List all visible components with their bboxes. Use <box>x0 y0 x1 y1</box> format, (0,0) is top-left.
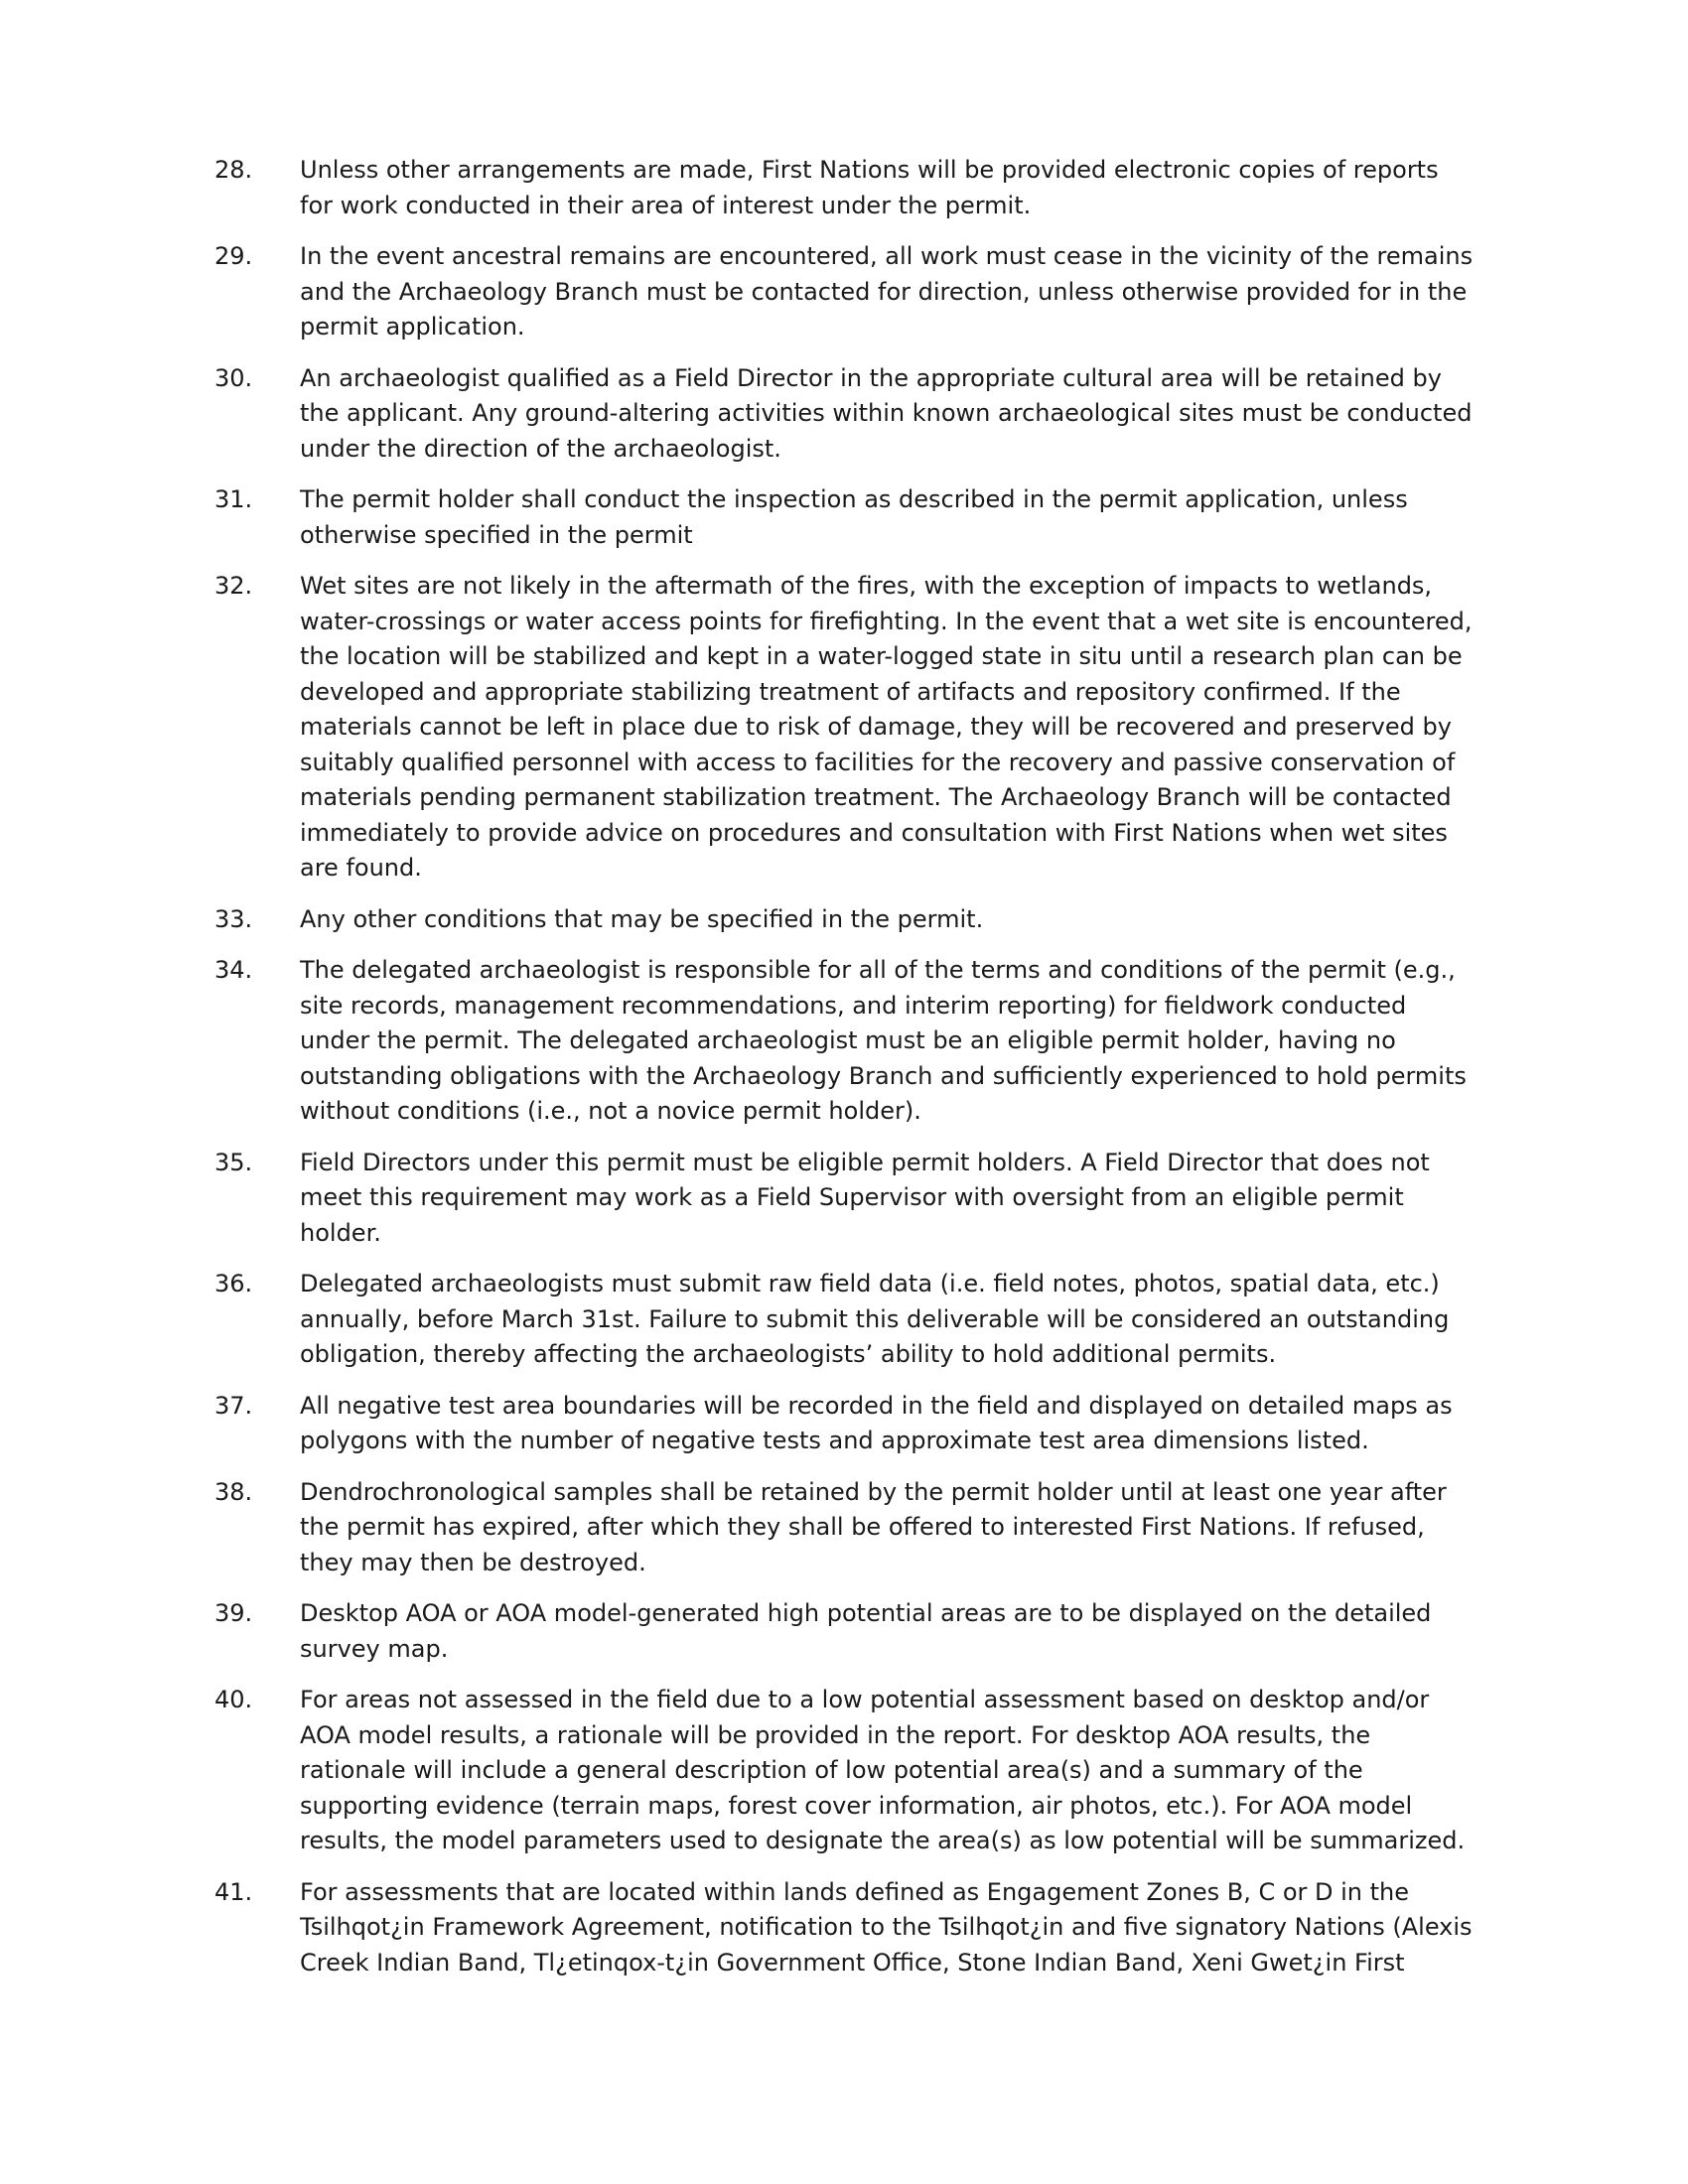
condition-40 <box>214 1683 1474 1859</box>
condition-29 <box>214 239 1474 345</box>
condition-text: Delegated archaeologists must submit raw field data (i.e. field notes, photos, spatial data, etc.) annually, before March 31st. Failure to submit this deliverable will be considered an outstanding obligation, thereby affecting the archaeologists’ ability to hold additional permits. <box>300 1270 1450 1368</box>
permit-conditions-list <box>214 153 1474 1996</box>
condition-text: Dendrochronological samples shall be retained by the permit holder until at least one year after the permit has expired, after which they shall be offered to interested First Nations. If refused, they may then be destroyed. <box>300 1477 1447 1576</box>
condition-number: 29. <box>214 242 253 270</box>
condition-number: 38. <box>214 1477 253 1506</box>
condition-number: 39. <box>214 1599 253 1627</box>
condition-30 <box>214 361 1474 468</box>
condition-38 <box>214 1475 1474 1581</box>
condition-28 <box>214 153 1474 223</box>
condition-34 <box>214 953 1474 1130</box>
condition-number: 34. <box>214 956 253 984</box>
condition-32 <box>214 569 1474 887</box>
condition-text: Any other conditions that may be specified in the permit. <box>300 904 984 933</box>
condition-number: 28. <box>214 156 253 184</box>
condition-text: In the event ancestral remains are encountered, all work must cease in the vicinity of the remains and the Archaeology Branch must be contacted for direction, unless otherwise provided for in the permit application. <box>300 242 1474 341</box>
condition-number: 37. <box>214 1391 253 1420</box>
condition-41 <box>214 1875 1474 1981</box>
condition-text: The permit holder shall conduct the inspection as described in the permit application, unless otherwise specified in the permit <box>300 485 1408 549</box>
condition-text: Field Directors under this permit must be eligible permit holders. A Field Director that does not meet this requirement may work as a Field Supervisor with oversight from an eligible permit holder. <box>300 1148 1430 1247</box>
condition-number: 36. <box>214 1270 253 1297</box>
condition-number: 41. <box>214 1877 253 1906</box>
condition-text: For areas not assessed in the field due to a low potential assessment based on desktop and/or AOA model results, a rationale will be provided in the report. For desktop AOA results, the rationale will include a general description of low potential area(s) and a summary of the supporting evidence (terrain maps, forest cover information, air photos, etc.). For AOA model results, the model parameters used to designate the area(s) as low potential will be summarized. <box>300 1686 1466 1854</box>
condition-text: All negative test area boundaries will be recorded in the field and displayed on detailed maps as polygons with the number of negative tests and approximate test area dimensions listed. <box>300 1391 1453 1454</box>
condition-text: For assessments that are located within lands defined as Engagement Zones B, C or D in the Tsilhqot¿in Framework Agreement, notification to the Tsilhqot¿in and five signatory Nations (Alexis Creek Indian Band, Tl¿etinqox-t¿in Government Office, Stone Indian Band, Xeni Gwet¿in First <box>300 1877 1473 1977</box>
condition-text: Desktop AOA or AOA model-generated high potential areas are to be displayed on the detailed survey map. <box>300 1599 1432 1663</box>
condition-number: 33. <box>214 904 253 933</box>
condition-35 <box>214 1146 1474 1252</box>
condition-text: Wet sites are not likely in the aftermath of the fires, with the exception of impacts to wetlands, water-crossings or water access points for firefighting. In the event that a wet site is encountered, the location will be stabilized and kept in a water-logged state in situ until a research plan can be developed and appropriate stabilizing treatment of artifacts and repository confirmed. If the materials cannot be left in place due to risk of damage, they will be recovered and preserved by suitably qualified personnel with access to facilities for the recovery and passive conservation of materials pending permanent stabilization treatment. The Archaeology Branch will be contacted immediately to provide advice on procedures and consultation with First Nations when wet sites are found. <box>300 572 1473 882</box>
condition-39 <box>214 1596 1474 1667</box>
condition-number: 35. <box>214 1148 253 1176</box>
condition-33 <box>214 902 1474 938</box>
condition-number: 31. <box>214 485 253 513</box>
condition-31 <box>214 482 1474 553</box>
condition-text: Unless other arrangements are made, First Nations will be provided electronic copies of reports for work conducted in their area of interest under the permit. <box>300 156 1439 219</box>
condition-37 <box>214 1389 1474 1459</box>
condition-text: An archaeologist qualified as a Field Director in the appropriate cultural area will be retained by the applicant. Any ground-altering activities within known archaeological sites must be conducted under the direction of the archaeologist. <box>300 363 1473 463</box>
condition-number: 32. <box>214 572 253 600</box>
condition-text: The delegated archaeologist is responsible for all of the terms and conditions of the permit (e.g., site records, management recommendations, and interim reporting) for fieldwork conducted under the permit. The delegated archaeologist must be an eligible permit holder, having no outstanding obligations with the Archaeology Branch and sufficiently experienced to hold permits without conditions (i.e., not a novice permit holder). <box>300 956 1467 1125</box>
condition-number: 40. <box>214 1686 253 1713</box>
condition-36 <box>214 1267 1474 1373</box>
condition-number: 30. <box>214 363 253 392</box>
